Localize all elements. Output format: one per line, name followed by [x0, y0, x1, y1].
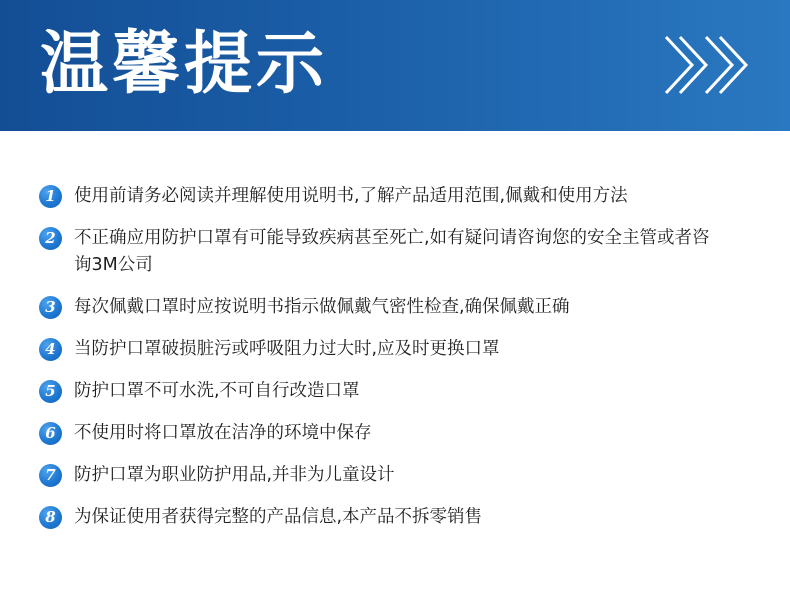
list-item: [38, 462, 758, 489]
number-badge: 1: [39, 185, 62, 208]
tip-text: 当防护口罩破损脏污或呼吸阻力过大时,应及时更换口罩: [74, 339, 500, 359]
list-item: [38, 183, 758, 210]
tip-text: 不正确应用防护口罩有可能导致疾病甚至死亡,如有疑问请咨询您的安全主管或者咨询3M公司: [74, 228, 710, 275]
list-item: [38, 504, 758, 531]
number-badge: 5: [39, 380, 62, 403]
double-chevron-right-icon: [660, 33, 752, 97]
number-badge: 7: [39, 464, 62, 487]
tips-list: [38, 183, 758, 546]
list-item: [38, 420, 758, 447]
tip-text: 使用前请务必阅读并理解使用说明书,了解产品适用范围,佩戴和使用方法: [74, 186, 628, 206]
number-badge: 3: [39, 296, 62, 319]
number-badge: 2: [39, 227, 62, 250]
tip-text: 为保证使用者获得完整的产品信息,本产品不拆零销售: [74, 507, 483, 527]
list-item: [38, 336, 758, 363]
page-title: 温馨提示: [40, 25, 329, 104]
tip-text: 不使用时将口罩放在洁净的环境中保存: [74, 423, 372, 443]
list-item: [38, 294, 758, 321]
number-badge: 4: [39, 338, 62, 361]
list-item: [38, 378, 758, 405]
tip-text: 每次佩戴口罩时应按说明书指示做佩戴气密性检查,确保佩戴正确: [74, 297, 570, 317]
number-badge: 8: [39, 506, 62, 529]
tip-text: 防护口罩为职业防护用品,并非为儿童设计: [74, 465, 395, 485]
header-banner: [0, 0, 790, 131]
list-item: [38, 225, 758, 279]
number-badge: 6: [39, 422, 62, 445]
tip-text: 防护口罩不可水洗,不可自行改造口罩: [74, 381, 360, 401]
